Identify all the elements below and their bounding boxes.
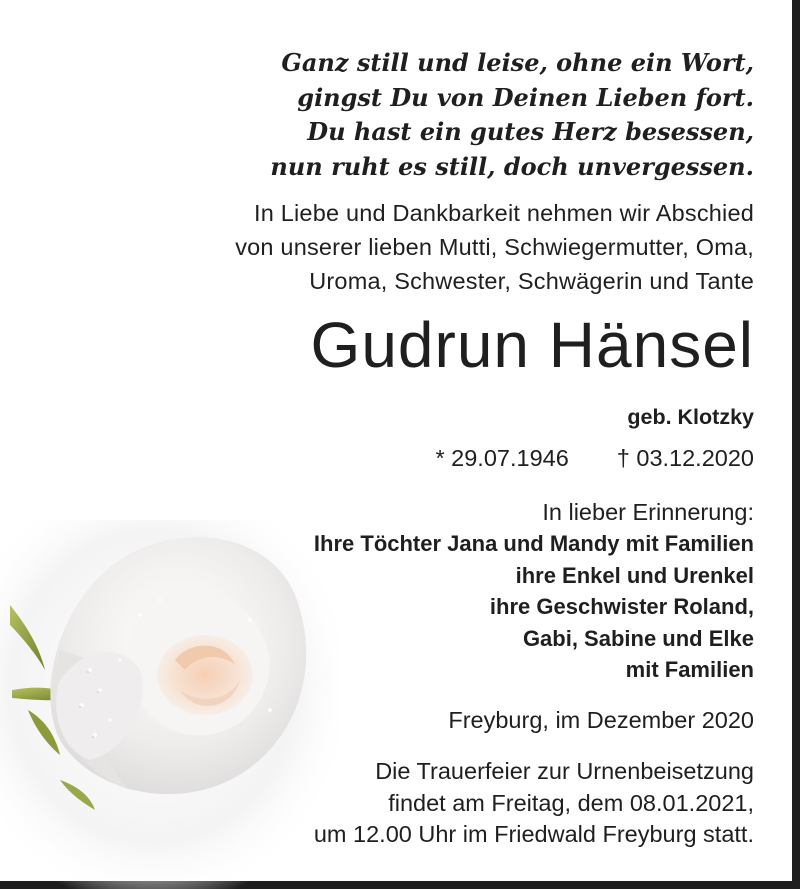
mourners-list (314, 528, 754, 686)
memory-heading: In lieber Erinnerung: (542, 499, 754, 525)
mourner-line: Ihre Töchter Jana und Mandy mit Familien (313, 531, 754, 556)
place-date: Freyburg, im Dezember 2020 (448, 707, 754, 733)
mourner-line: mit Familien (625, 657, 754, 682)
poem-line: Du hast ein gutes Herz besessen, (307, 117, 754, 146)
funeral-service-info (314, 756, 754, 851)
birth-date: * 29.07.1946 (435, 445, 569, 471)
deceased-name: Gudrun Hänsel (310, 309, 754, 381)
service-line: Die Trauerfeier zur Urnenbeisetzung (375, 758, 754, 784)
intro-line: Uroma, Schwester, Schwägerin und Tante (309, 268, 754, 294)
intro-line: von unserer lieben Mutti, Schwiegermutter, Oma, (235, 234, 754, 260)
mourner-line: Gabi, Sabine und Elke (522, 625, 754, 651)
poem-line: Ganz still und leise, ohne ein Wort, (281, 48, 754, 77)
death-date: † 03.12.2020 (616, 445, 754, 471)
mourner-line: ihre Geschwister Roland, (489, 594, 754, 619)
poem-line: nun ruht es still, doch unvergessen. (270, 151, 754, 181)
intro-line: In Liebe und Dankbarkeit nehmen wir Abschied (254, 200, 754, 226)
mourner-line: ihre Enkel und Urenkel (515, 562, 754, 588)
poem-line: gingst Du von Deinen Lieben fort. (297, 82, 754, 112)
life-dates (435, 441, 754, 475)
poem (270, 46, 754, 184)
maiden-name: geb. Klotzky (627, 405, 754, 429)
farewell-intro (235, 196, 754, 298)
service-line: findet am Freitag, dem 08.01.2021, (388, 789, 754, 816)
service-line: um 12.00 Uhr im Friedwald Freyburg statt. (313, 821, 754, 847)
white-rose-image (0, 520, 340, 889)
